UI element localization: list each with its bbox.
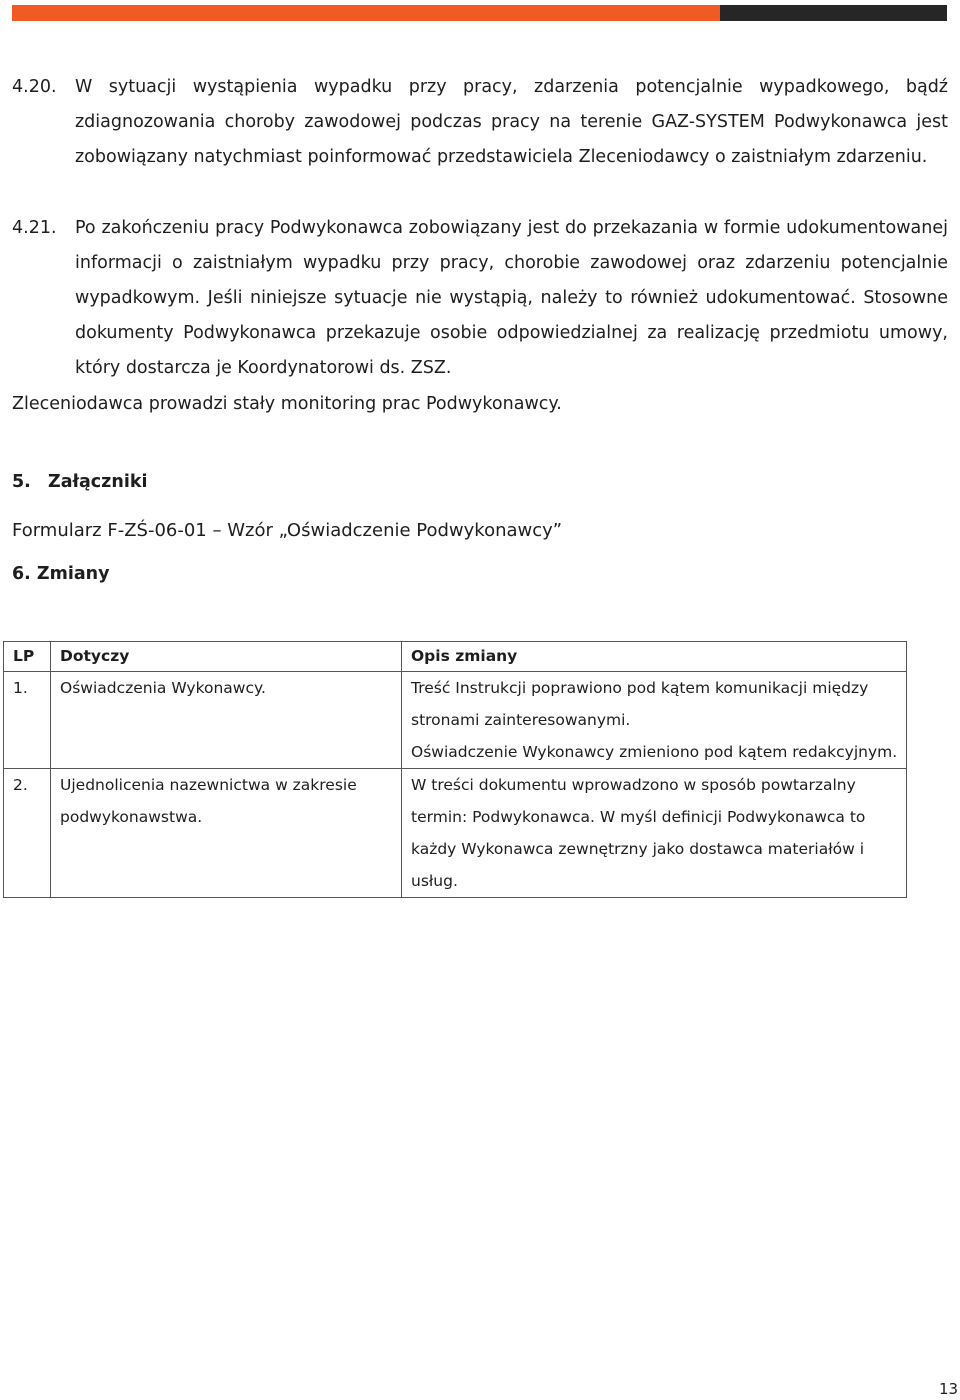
cell-opis-line: Treść Instrukcji poprawiono pod kątem komunikacji między stronami zainteresowanymi.: [411, 679, 869, 729]
cell-opis: [402, 769, 907, 898]
monitoring-statement: Zleceniodawca prowadzi stały monitoring prac Podwykonawcy.: [12, 394, 562, 414]
changes-table: [3, 641, 907, 898]
table-row: [4, 672, 907, 769]
column-header-lp: LP: [4, 642, 51, 672]
section-number: 5.: [12, 472, 31, 492]
attachment-form-line: Formularz F-ZŚ-06-01 – Wzór „Oświadczenie Podwykonawcy”: [12, 520, 563, 541]
cell-opis-line: W treści dokumentu wprowadzono w sposób powtarzalny termin: Podwykonawca. W myśl definicji Podwykonawca to każdy Wykonawca zewnętrzny jako dostawca materiałów i usług.: [411, 776, 866, 890]
paragraph-4-21: [12, 211, 948, 386]
section-heading-changes: 6. Zmiany: [12, 564, 110, 584]
paragraph-number: 4.21.: [12, 218, 57, 238]
section-heading-attachments: [12, 472, 147, 492]
section-title: Załączniki: [48, 472, 148, 492]
paragraph-number: 4.20.: [12, 77, 57, 97]
paragraph-text: Po zakończeniu pracy Podwykonawca zobowiązany jest do przekazania w formie udokumentowanej informacji o zaistniałym wypadku przy pracy, chorobie zawodowej oraz zdarzeniu potencjalnie wypadkowym. Jeśli niniejsze sytuacje nie wystąpią, należy to również udokumentować. Stosowne dokumenty Podwykonawca przekazuje osobie odpowiedzialnej za realizację przedmiotu umowy, który dostarcza je Koordynatorowi ds. ZSZ.: [75, 218, 948, 378]
paragraph-4-20: [12, 70, 948, 175]
header-bar-dark: [720, 5, 947, 21]
cell-opis-line: Oświadczenie Wykonawcy zmieniono pod kątem redakcyjnym.: [411, 743, 898, 761]
paragraph-text: W sytuacji wystąpienia wypadku przy pracy, zdarzenia potencjalnie wypadkowego, bądź zdiagnozowania choroby zawodowej podczas pracy na terenie GAZ-SYSTEM Podwykonawca jest zobowiązany natychmiast poinformować przedstawiciela Zleceniodawcy o zaistniałym zdarzeniu.: [75, 77, 948, 167]
cell-dotyczy: Oświadczenia Wykonawcy.: [51, 672, 402, 769]
table-row: [4, 769, 907, 898]
header-bar-orange: [12, 5, 720, 21]
cell-lp: 1.: [4, 672, 51, 769]
cell-opis: [402, 672, 907, 769]
cell-dotyczy: Ujednolicenia nazewnictwa w zakresie podwykonawstwa.: [51, 769, 402, 898]
column-header-opis: Opis zmiany: [402, 642, 907, 672]
column-header-dotyczy: Dotyczy: [51, 642, 402, 672]
table-header-row: [4, 642, 907, 672]
header-bar: [12, 5, 947, 21]
cell-lp: 2.: [4, 769, 51, 898]
page-number: 13: [939, 1380, 959, 1398]
